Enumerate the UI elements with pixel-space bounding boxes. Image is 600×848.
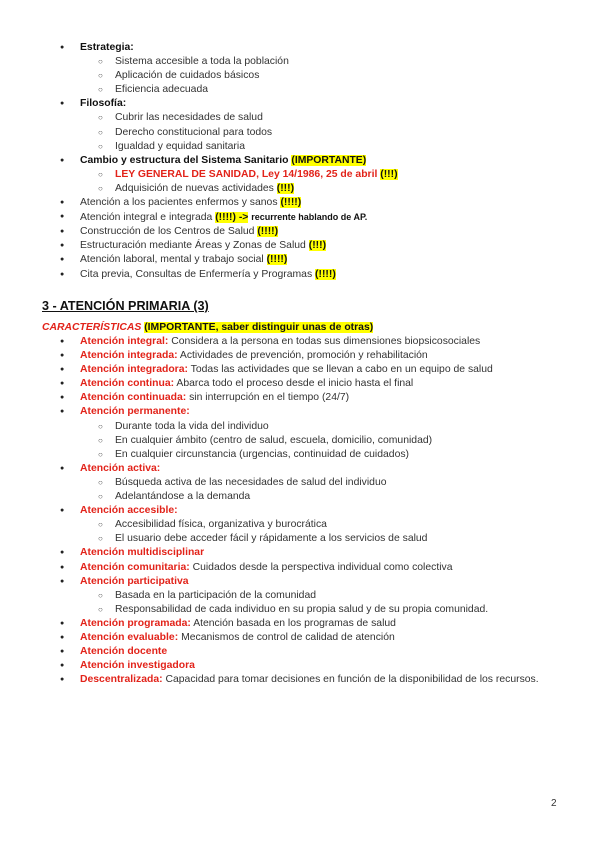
subitem-text: Aplicación de cuidados básicos bbox=[115, 70, 260, 82]
subitem-text: Cubrir las necesidades de salud bbox=[115, 112, 263, 124]
subitem-text: Sistema accesible a toda la población bbox=[115, 56, 289, 68]
characteristic-label: Atención accesible: bbox=[80, 505, 178, 517]
list-item bbox=[0, 268, 600, 282]
list-item-estrategia bbox=[0, 41, 600, 55]
section-heading: 3 - ATENCIÓN PRIMARIA (3) bbox=[42, 299, 209, 313]
priority-tag: (!!!!) bbox=[315, 268, 336, 280]
characteristic-item bbox=[0, 391, 600, 405]
list-subitem bbox=[0, 55, 600, 69]
characteristic-label: Atención comunitaria: bbox=[80, 561, 190, 573]
list-subitem bbox=[0, 69, 600, 83]
characteristic-description: sin interrupción en el tiempo (24/7) bbox=[189, 392, 350, 404]
characteristic-label: Atención continuada: bbox=[80, 392, 187, 404]
estrategia-title: Estrategia: bbox=[80, 42, 134, 53]
characteristic-item bbox=[0, 504, 600, 518]
subitem-text: Derecho constitucional para todos bbox=[115, 126, 273, 138]
characteristic-item bbox=[0, 349, 600, 363]
characteristic-description: Cuidados desde la perspectiva individual como colectiva bbox=[192, 561, 453, 573]
subitem-text: Basada en la participación de la comunidad bbox=[115, 589, 317, 601]
subitem-text: Accesibilidad física, organizativa y burocrática bbox=[115, 519, 327, 531]
ley-general-sanidad: LEY GENERAL DE SANIDAD, Ley 14/1986, 25 de abril bbox=[115, 168, 378, 180]
subitem-text: Adelantándose a la demanda bbox=[115, 491, 251, 503]
characteristic-label: Atención programada: bbox=[80, 617, 191, 629]
characteristic-label: Atención activa: bbox=[80, 462, 161, 474]
characteristic-label: Atención investigadora bbox=[80, 660, 195, 672]
subitem-text: Durante toda la vida del individuo bbox=[115, 420, 269, 432]
list-item bbox=[0, 210, 600, 225]
characteristic-subitem bbox=[0, 518, 600, 532]
item-text: Estructuración mediante Áreas y Zonas de Salud bbox=[80, 240, 306, 252]
characteristic-subitem bbox=[0, 490, 600, 504]
list-item bbox=[0, 239, 600, 253]
characteristic-item bbox=[0, 377, 600, 391]
list-item bbox=[0, 225, 600, 239]
characteristic-description: Capacidad para tomar decisiones en función de la disponibilidad de los recursos. bbox=[165, 674, 539, 686]
characteristic-subitem bbox=[0, 603, 600, 617]
list-subitem bbox=[0, 111, 600, 125]
characteristic-label: Atención participativa bbox=[80, 575, 189, 587]
characteristic-subitem bbox=[0, 448, 600, 462]
cambio-title: Cambio y estructura del Sistema Sanitario bbox=[80, 154, 289, 166]
characteristic-description: Todas las actividades que se llevan a cabo en un equipo de salud bbox=[190, 364, 493, 376]
priority-tag: (!!!!) bbox=[266, 254, 288, 266]
subitem-text: El usuario debe acceder fácil y rápidamente a los servicios de salud bbox=[115, 533, 428, 545]
characteristic-description: Abarca todo el proceso desde el inicio hasta el final bbox=[176, 378, 414, 390]
characteristic-label: Atención docente bbox=[80, 646, 168, 658]
characteristic-subitem bbox=[0, 420, 600, 434]
characteristic-item bbox=[0, 546, 600, 560]
list-item-cambio bbox=[0, 154, 600, 168]
characteristic-label: Atención continua: bbox=[80, 378, 175, 390]
filosofia-title: Filosofía: bbox=[80, 98, 127, 110]
characteristic-item bbox=[0, 631, 600, 645]
priority-tag: (!!!!) bbox=[280, 197, 302, 209]
characteristic-label: Atención integrada: bbox=[80, 350, 178, 362]
characteristic-subitem bbox=[0, 532, 600, 546]
top-bullet-list bbox=[0, 41, 600, 282]
important-tag: (IMPORTANTE) bbox=[291, 154, 367, 166]
list-subitem bbox=[0, 182, 600, 196]
characteristic-description: Mecanismos de control de calidad de atención bbox=[181, 631, 395, 643]
subitem-text: Adquisición de nuevas actividades bbox=[115, 182, 274, 194]
item-text: Construcción de los Centros de Salud bbox=[80, 226, 255, 238]
characteristic-label: Atención multidisciplinar bbox=[80, 547, 205, 559]
priority-tag: (!!!) bbox=[308, 240, 327, 252]
characteristic-item bbox=[0, 462, 600, 476]
characteristic-item bbox=[0, 617, 600, 631]
characteristics-list bbox=[0, 335, 600, 687]
priority-tag: (!!!) bbox=[276, 182, 295, 194]
subitem-text: Búsqueda activa de las necesidades de salud del individuo bbox=[115, 476, 387, 488]
list-subitem-ley bbox=[0, 168, 600, 182]
item-text: Cita previa, Consultas de Enfermería y Programas bbox=[80, 268, 313, 280]
list-item bbox=[0, 196, 600, 210]
characteristics-label bbox=[42, 321, 373, 335]
characteristic-item bbox=[0, 363, 600, 377]
subitem-text: En cualquier ámbito (centro de salud, escuela, domicilio, comunidad) bbox=[115, 434, 433, 446]
item-text: Atención a los pacientes enfermos y sanos bbox=[80, 197, 278, 209]
priority-tag: (!!!!) bbox=[257, 226, 279, 238]
characteristic-label: Atención integradora: bbox=[80, 364, 188, 376]
characteristic-subitem bbox=[0, 589, 600, 603]
item-text: Atención laboral, mental y trabajo social bbox=[80, 254, 264, 266]
item-text: Atención integral e integrada bbox=[80, 212, 213, 224]
characteristic-item bbox=[0, 405, 600, 419]
priority-tag: (!!!!) -> bbox=[215, 212, 249, 224]
characteristic-label: Atención permanente: bbox=[80, 406, 190, 418]
characteristic-description: Atención basada en los programas de salud bbox=[193, 617, 396, 629]
characteristic-item bbox=[0, 335, 600, 349]
subitem-text: Responsabilidad de cada individuo en su propia salud y de su propia comunidad. bbox=[115, 603, 489, 615]
characteristic-label: Atención integral: bbox=[80, 336, 169, 347]
characteristic-description: Considera a la persona en todas sus dimensiones biopsicosociales bbox=[171, 336, 481, 347]
characteristic-item bbox=[0, 561, 600, 575]
characteristic-description: Actividades de prevención, promoción y rehabilitación bbox=[179, 350, 428, 362]
characteristic-subitem bbox=[0, 434, 600, 448]
subitem-text: En cualquier circunstancia (urgencias, continuidad de cuidados) bbox=[115, 448, 409, 460]
priority-tag: (!!!) bbox=[380, 168, 398, 180]
subitem-text: Igualdad y equidad sanitaria bbox=[115, 140, 245, 152]
note-text: recurrente hablando de AP. bbox=[251, 212, 368, 223]
subitem-text: Eficiencia adecuada bbox=[115, 84, 209, 96]
characteristics-note: (IMPORTANTE, saber distinguir unas de otras) bbox=[144, 322, 374, 333]
list-subitem bbox=[0, 83, 600, 97]
list-item-filosofia bbox=[0, 97, 600, 111]
characteristic-subitem bbox=[0, 476, 600, 490]
characteristic-item bbox=[0, 659, 600, 673]
list-subitem bbox=[0, 126, 600, 140]
page-number: 2 bbox=[551, 798, 557, 809]
list-item bbox=[0, 253, 600, 267]
characteristic-item bbox=[0, 575, 600, 589]
characteristics-title: CARACTERÍSTICAS bbox=[42, 322, 142, 333]
characteristic-item bbox=[0, 645, 600, 659]
characteristic-item bbox=[0, 673, 600, 687]
characteristic-label: Descentralizada: bbox=[80, 674, 163, 686]
characteristic-label: Atención evaluable: bbox=[80, 631, 179, 643]
list-subitem bbox=[0, 140, 600, 154]
